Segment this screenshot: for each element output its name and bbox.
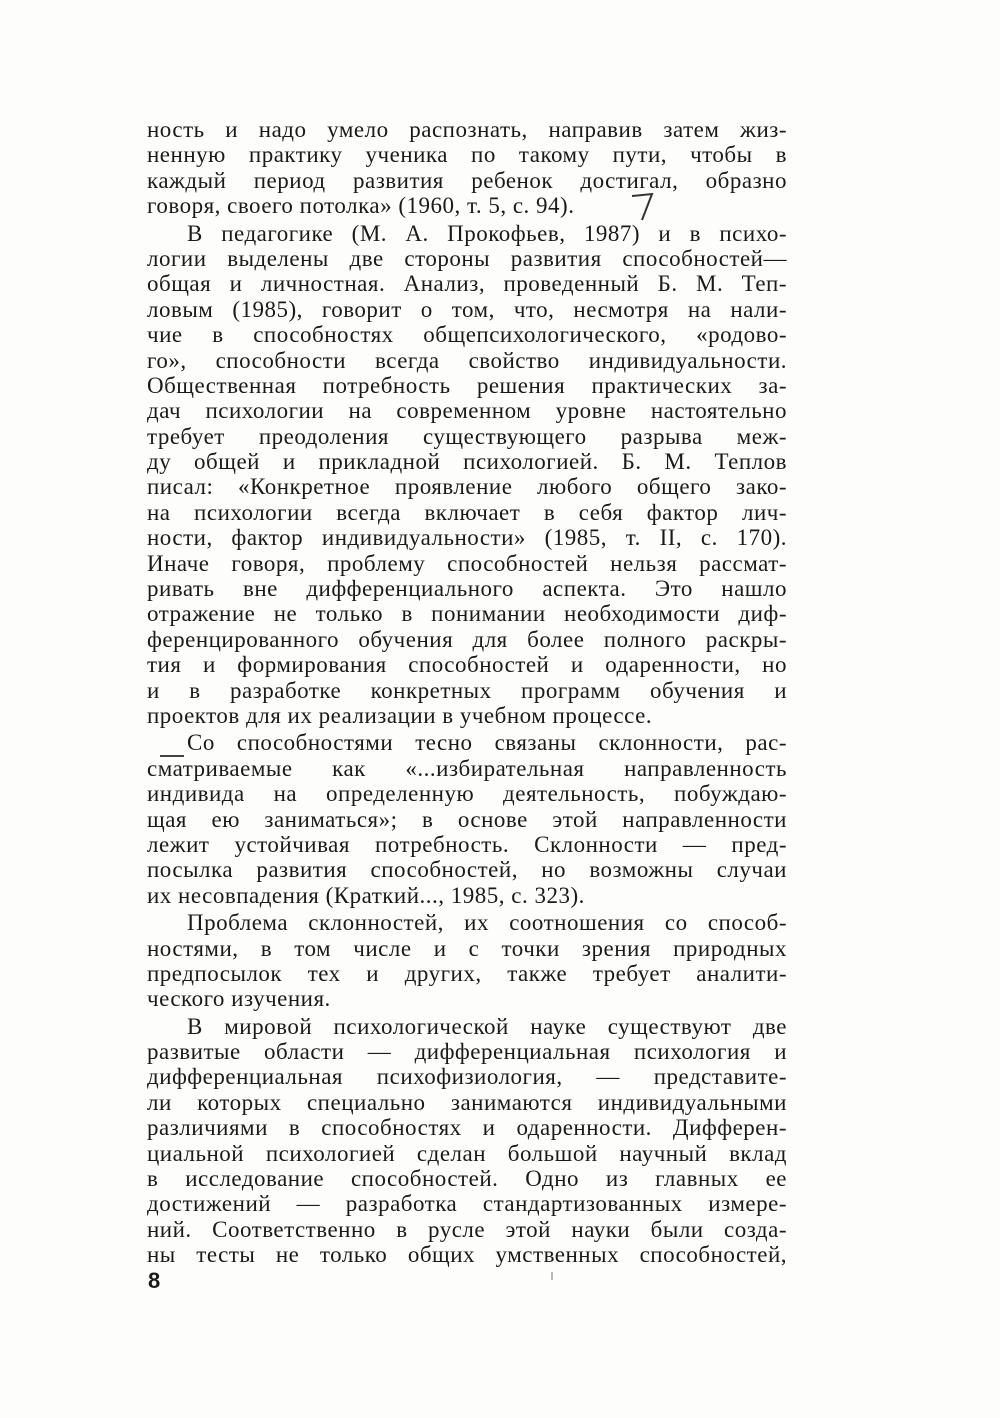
text-line: дач психологии на современном уровне настоятельно	[147, 398, 787, 424]
text-line: Со способностями тесно связаны склонности, рас-	[187, 730, 787, 756]
text-line: в исследование способностей. Одно из главных ее	[147, 1166, 787, 1192]
text-line: отражение не только в понимании необходимости диф-	[147, 601, 787, 627]
text-line: ности, фактор индивидуальности» (1985, т. II, с. 170).	[147, 525, 787, 551]
text-line: достижений — разработка стандартизованных измере-	[147, 1191, 787, 1217]
text-line: на психологии всегда включает в себя фактор лич-	[147, 499, 787, 525]
text-line: требует преодоления существующего разрыва меж-	[147, 423, 787, 449]
text-line: ний. Соответственно в русле этой науки были созда-	[147, 1216, 787, 1242]
text-line: индивида на определенную деятельность, побуждаю-	[147, 781, 787, 807]
text-line: го», способности всегда свойство индивидуальности.	[147, 347, 787, 373]
text-line: каждый период развития ребенок достигал, образно	[147, 167, 787, 193]
text-line: циальной психологией сделан большой научный вклад	[147, 1140, 787, 1166]
paragraph-3	[147, 730, 787, 908]
text-line: развитые области — дифференциальная психология и	[147, 1039, 787, 1065]
text-line: различиями в способностях и одаренности. Дифферен-	[147, 1115, 787, 1141]
text-line: Общественная потребность решения практических за-	[147, 372, 787, 398]
text-line: сматриваемые как «...избирательная направленность	[147, 755, 787, 781]
text-line: Проблема склонностей, их соотношения со способ-	[187, 910, 787, 936]
paragraph-1	[147, 117, 787, 219]
paragraph-2	[147, 221, 787, 729]
text-line: говоря, своего потолка» (1960, т. 5, с. 94).	[147, 193, 575, 219]
text-line: Иначе говоря, проблему способностей нельзя рассмат-	[147, 550, 787, 576]
text-line: логии выделены две стороны развития способностей—	[147, 245, 787, 271]
text-line: проектов для их реализации в учебном процессе.	[147, 702, 653, 728]
text-line: посылка развития способностей, но возможны случаи	[147, 857, 787, 883]
text-line: предпосылок тех и других, также требует аналити-	[147, 960, 787, 986]
pencil-dash-icon	[160, 754, 184, 758]
text-line: ностями, в том числе и с точки зрения природных	[147, 935, 787, 961]
text-line: общая и личностная. Анализ, проведенный Б. М. Теп-	[147, 271, 787, 297]
paragraph-4	[147, 910, 787, 1012]
body-text	[147, 117, 787, 1268]
text-line: ны тесты не только общих умственных способностей,	[147, 1242, 787, 1268]
text-line: ли которых специально занимаются индивидуальными	[147, 1089, 787, 1115]
page-number: 8	[148, 1268, 161, 1293]
text-line: ду общей и прикладной психологией. Б. М. Теплов	[147, 449, 787, 475]
handwritten-mark-icon	[628, 190, 658, 224]
text-line: ность и надо умело распознать, направив затем жиз-	[147, 117, 787, 142]
text-line: чие в способностях общепсихологического, «родово-	[147, 322, 787, 348]
text-line: В мировой психологической науке существуют две	[187, 1013, 787, 1039]
text-line: тия и формирования способностей и одаренности, но	[147, 652, 787, 678]
text-line: их несовпадения (Краткий..., 1985, с. 323).	[147, 882, 585, 908]
text-line: ривать вне дифференциального аспекта. Это нашло	[147, 576, 787, 602]
scan-speck-icon	[551, 1272, 553, 1280]
paragraph-5	[147, 1014, 787, 1268]
text-line: писал: «Конкретное проявление любого общего зако-	[147, 474, 787, 500]
text-line: лежит устойчивая потребность. Склонности — пред-	[147, 831, 787, 857]
text-line: щая ею заниматься»; в основе этой направленности	[147, 806, 787, 832]
text-line: дифференциальная психофизиология, — представите-	[147, 1064, 787, 1090]
text-line: и в разработке конкретных программ обучения и	[147, 677, 787, 703]
text-line: В педагогике (М. А. Прокофьев, 1987) и в психо-	[187, 220, 787, 246]
text-line: ческого изучения.	[147, 986, 331, 1012]
text-line: ловым (1985), говорит о том, что, несмотря на нали-	[147, 296, 787, 322]
text-line: ненную практику ученика по такому пути, чтобы в	[147, 142, 787, 168]
text-line: ференцированного обучения для более полного раскры-	[147, 626, 787, 652]
